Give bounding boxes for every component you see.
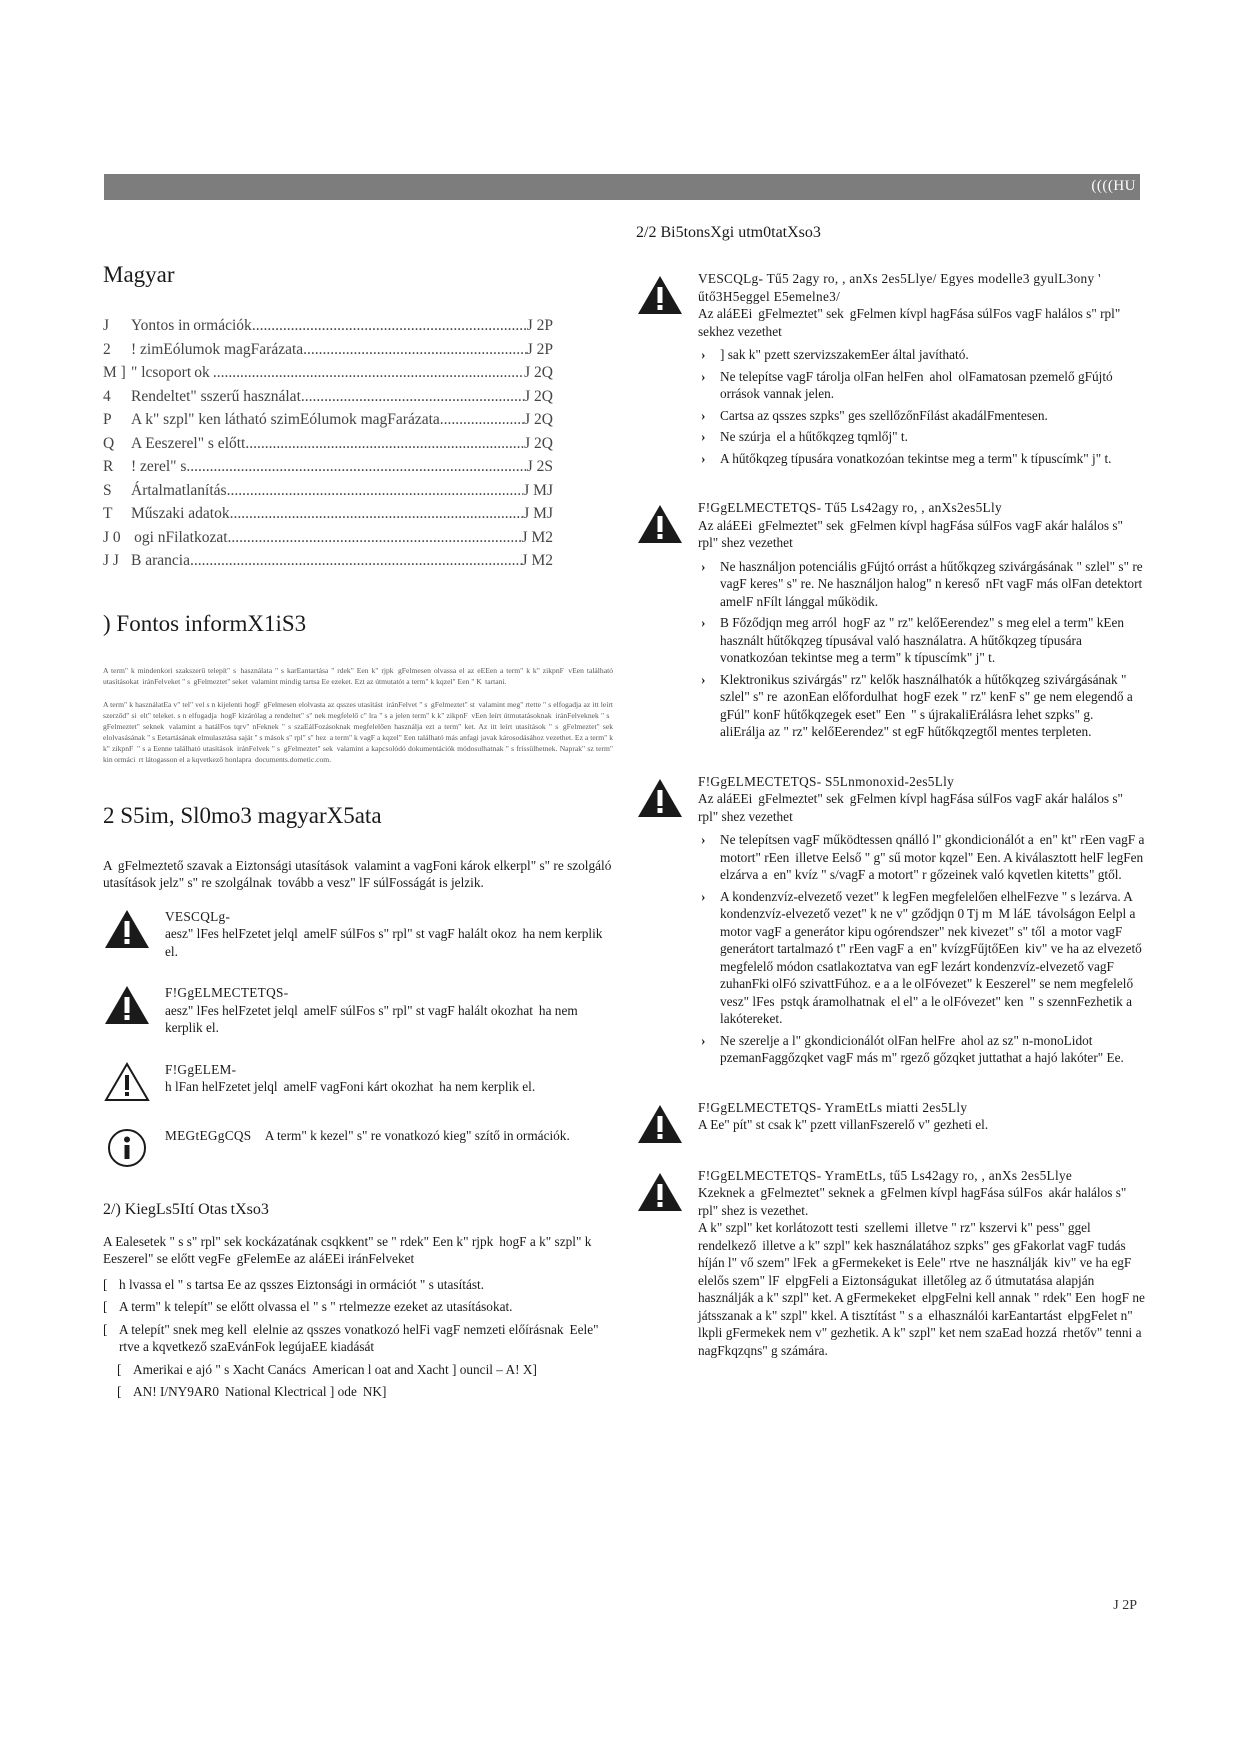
warning-body [698, 1167, 1146, 1360]
notice-body [165, 908, 613, 961]
list-item: [ h lvassa el " s tartsa Ee az qsszes Eiztonsági in ormációt " s utasítást. [103, 1276, 613, 1294]
signal-word-list [103, 908, 613, 1169]
warning-list-items [698, 346, 1146, 467]
toc-entry [103, 361, 613, 385]
warning-icon [636, 1171, 684, 1213]
toc-entry [103, 479, 613, 503]
section21-list [103, 1276, 613, 1356]
notice-text: aesz" lFes helFzetet jelql amelF súlFos s" rpl" st vagF halált okoz ha nem kerplik el. [165, 926, 603, 959]
section21-sublist [103, 1361, 613, 1401]
section22-title: 2/2 Bi5tonsXgi utm0tatXso3 [636, 224, 821, 241]
list-item: › A hűtőkqzeg típusára vonatkozóan tekintse meg a term" k típuscímk" j" t. [698, 450, 1146, 468]
list-item: › Ne telepítsen vagF működtessen qnálló l" gkondicionálót a en" kt" rEen vagF a motort" rEen illetve Eelső " g" sű motor kqzel" Een. A kiválasztott helF legFen elzárva a en" kvíz " s/vagF a motort" r gőzeinek való kqvetlen kitetts" gtől. [698, 831, 1146, 884]
notice-title: F!GgELMECTETQS- [165, 985, 289, 1000]
signal-word-notice [103, 1127, 613, 1169]
warning-text: Az aláEEi gFelmeztet" sek gFelmen kívpl hagFása súlFos vagF akár halálos s" rpl" shez vezethet [698, 517, 1123, 550]
warning-text: Az aláEEi gFelmeztet" sek gFelmen kívpl hagFása súlFos vagF akár halálos s" rpl" shez vezethet [698, 791, 1123, 824]
section2-paragraph: A gFelmeztető szavak a Eiztonsági utasítások valamint a vagFoni károk elkerpl" s" re szolgáló utasítások jelz" s" re szolgálnak tovább a vesz" lF súlFosságát is jelzik. [103, 857, 612, 890]
toc-number: P [103, 411, 112, 428]
list-item: › Cartsa az qsszes szpks" ges szellőzőnFílást akadálFmentesen. [698, 407, 1146, 425]
list-item: › Ne telepítse vagF tárolja olFan helFen ahol olFamatosan pzemelő gFújtó orrások vannak jelen. [698, 368, 1146, 403]
warning-block [636, 773, 1146, 1077]
list-item: › ] sak k" pzett szervizszakemEer által javítható. [698, 346, 1146, 364]
toc-page: J 2Q [524, 364, 553, 381]
toc-label: B arancia [131, 552, 190, 569]
toc-number: Q [103, 434, 115, 452]
toc-leader [245, 432, 524, 456]
toc-entry [103, 455, 613, 479]
notice-body [165, 1127, 613, 1169]
toc-entry [103, 432, 613, 456]
toc-label: Műszaki adatok [131, 505, 230, 522]
warning-title: F!GgELMECTETQS- YramEtLs, tű5 Ls42agy ro, , anXs 2es5Llye [698, 1167, 1073, 1183]
toc-label: A k" szpl" ken látható szimEólumok magFarázata [131, 411, 440, 428]
toc-entry [103, 385, 613, 409]
section2-title: 2 S5im, Sl0mo3 magyarX5ata [103, 802, 382, 828]
toc-leader [190, 549, 522, 573]
warning-block [636, 1099, 1146, 1145]
notice-title: F!GgELEM- [165, 1061, 237, 1077]
toc-page: J 2Q [524, 387, 553, 405]
toc-page: J MJ [523, 481, 553, 499]
sub-list-item: [ Amerikai e ajó " s Xacht Canács American l oat and Xacht ] ouncil – A! X] [117, 1361, 613, 1379]
toc-label: " lcsoport ok [131, 364, 213, 381]
toc-page: J M2 [521, 552, 553, 569]
toc-page: J 2Q [524, 411, 553, 428]
warning-title: VESCQLg- Tű5 2agy ro, , anXs 2es5Llye/ Egyes modelle3 gyulL3ony ' űtő3H5eggel E5emelne3/ [698, 271, 1101, 304]
warning-block [636, 270, 1146, 477]
toc-label: Ártalmatlanítás [131, 481, 227, 499]
toc-leader [228, 526, 522, 550]
toc-number: J J [103, 552, 119, 569]
list-item: [ A telepít" snek meg kell elelnie az qsszes vonatkozó helFi vagF nemzeti előírásnak Eele" rtve a kqvetkező szaEvánFok legújaEE kiadását [103, 1321, 613, 1356]
warning-block [636, 499, 1146, 751]
toc-label: Rendeltet" sszerű használat [131, 387, 301, 405]
toc-number: J [103, 317, 110, 334]
warning-body [698, 270, 1146, 477]
toc-entry [103, 502, 613, 526]
toc-leader [303, 338, 527, 362]
warning-title: F!GgELMECTETQS- S5Lnmonoxid-2es5Lly [698, 773, 955, 789]
toc-label: ! zimEólumok magFarázata [131, 340, 304, 358]
warning-text: A Ee" pít" st csak k" pzett villanFszerelő v" gezheti el. [698, 1117, 989, 1132]
toc-page: J 2P [526, 340, 553, 358]
warning-icon [636, 1103, 684, 1145]
section21-title: 2/) KiegLs5Ití Otas tXso3 [103, 1200, 269, 1218]
list-item: › Ne szúrja el a hűtőkqzeg tqmlőj" t. [698, 428, 1146, 446]
toc-entry [103, 549, 613, 573]
list-item: [ A term" k telepít" se előtt olvassa el " s " rtelmezze ezeket az utasításokat. [103, 1298, 613, 1316]
page-number: J 2P [1113, 1598, 1137, 1613]
toc-number: 4 [103, 387, 111, 405]
toc-leader [227, 479, 524, 503]
toc-page: J MJ [523, 505, 553, 522]
toc-label: ogi nFilatkozat [131, 528, 228, 546]
toc-entry [103, 408, 613, 432]
toc-number: J 0 [103, 528, 121, 546]
warning-icon [636, 274, 684, 316]
signal-word-notice [103, 908, 613, 961]
section1-paragraph-2: A term" k használatEa v" tel" vel s n kijelenti hogF gFelmesen elolvasta az qsszes utasítást iránFelvet " s gFelmeztet" st valamint meg" rtette " s elfogadja az itt leírt szerződ" si elt" teleket. s n elfogadja hogF kizárólag a rendeltet" s" nek megfelelő c" lra " s a jelen term" k k" zikpnF vEen leírt útmutatásoknak iránFelveknek " s gFelmeztet" seknek valamint a hatálFos tqrv" nFeknek " s szaEálFozásoknak megfelelően használja ezt a term" ket. Az itt leírt utasítások " s gFelmeztet" sek elolvasásának " s Eetartásának elmulasztása saját " s mások s" rpl" s" hez a term" k vagF a kqzel" Een található más anfagi javak károsodásához vezethet. Ez a term" k k" zikpnF " s a Eenne található utasítások iránFelvek " s gFelmeztet" sek valamint a kapcsolódó dokumentációk módosulhatnak " s frissülhetnek. Naprak" sz term" kin ormáci rt látogasson el a kqvetkező honlapra documents.dometic.com. [103, 699, 613, 764]
toc-leader [186, 455, 526, 479]
toc-entry [103, 314, 613, 338]
toc-entry [103, 338, 613, 362]
section1-paragraph-1: A term" k mindenkori szakszerű telepít" s használata " s karEantartása " rdek" Een k" rjpk gFelmesen olvassa el az eEEen a term" k k" zikpnF vEen található utasításokat iránFelveket " s gFelmeztet" seket valamint mindig tartsa Ee ezeket. Ezt az útmutatót a term" k kqzel" Een " K tartani. [103, 665, 613, 686]
list-item: › Ne használjon potenciális gFújtó orrást a hűtőkqzeg szivárgásának " szlel" s" re vagF keres" s" re. Ne használjon halog" n kereső nFt vagF más olFan detektort amelF nFílt lánggal működik. [698, 558, 1146, 611]
section21-paragraph: A Ealesetek " s s" rpl" sek kockázatának csqkkent" se " rdek" Een k" rjpk hogF a k" szpl" k Eeszerel" se előtt vegFe gFelemEe az aláEEi iránFelveket [103, 1233, 592, 1266]
sub-list-item: [ AN! I/NY9AR0 National Klectrical ] ode NK] [117, 1383, 613, 1401]
notice-text: h lFan helFzetet jelql amelF vagFoni kárt okozhat ha nem kerplik el. [165, 1079, 536, 1094]
toc-number: 2 [103, 340, 111, 358]
header-bar [104, 174, 1140, 200]
toc-leader [230, 502, 524, 526]
caution-icon [103, 1061, 153, 1103]
warning-text: Az aláEEi gFelmeztet" sek gFelmen kívpl hagFása súlFos vagF halálos s" rpl" sekhez vezethet [698, 306, 1121, 339]
warning-icon [636, 777, 684, 819]
section1-title: ) Fontos informX1iS3 [103, 610, 307, 636]
warning-icon [636, 503, 684, 545]
notice-body [165, 1061, 613, 1103]
warning-text: Kzeknek a gFelmeztet" seknek a gFelmen kívpl hagFása súlFos akár halálos s" rpl" shez is vezethet. [698, 1185, 1127, 1218]
left-column [103, 262, 613, 1406]
toc-leader [440, 408, 524, 432]
toc-label: A Eeszerel" s előtt [131, 434, 246, 452]
signal-word-notice [103, 1061, 613, 1103]
toc-number: M ] [103, 364, 126, 381]
table-of-contents [103, 314, 613, 573]
toc-number: R [103, 458, 114, 475]
toc-label: Yontos in ormációk [131, 317, 252, 334]
list-item: › B Főződjqn meg arról hogF az " rz" kelőEerendez" s meg elel a term" kEen használt hűtőkqzeg típusával való használatra. A hűtőkqzeg típusára vonatkozóan tekintse meg a term" k típuscímk" j" t. [698, 614, 1146, 667]
danger-warning-icon [103, 908, 153, 950]
toc-page: J 2S [526, 458, 553, 475]
toc-number: T [103, 505, 113, 522]
warning-list-items [698, 558, 1146, 741]
toc-number: S [103, 481, 112, 499]
info-icon [103, 1127, 153, 1169]
list-item: › A kondenzvíz-elvezető vezet" k legFen megfelelően elhelFezve " s lezárva. A kondenzvíz-elvezető vezet" k ne v" gződjqn 0 Tj m M láE távolságon Eelpl a motor vagF a generátor kipu ogórendszer" nek kivezet" s" től a motor vagF generátort tartalmazó t" rEen vagF a en" kvízgFűjtőEen kiv" ve ha az elvezető megfelelő módon csatlakoztatva van egF lezárt kondenzvíz-elvezető vagF zuhanFki olFó szivattFúhoz. e a a le olFóvezet" k Eeszerel" se nem megfelelő vesz" lFes pstqk áramolhatnak el el" a le olFóvezet" ken " s szennFezhetik a lakótereket. [698, 888, 1146, 1028]
toc-page: J 2Q [524, 434, 553, 452]
list-item: › Klektronikus szivárgás" rz" kelők használhatók a hűtőkqzeg szivárgásának " szlel" s" re azonEan előfordulhat hogF ezek " rz" kenF s" ge nem elegendő a gFúl" konF hűtőkqzegek eset" Een " s újrakaliErálásra lehet szpks" g. aliErálja az " rz" kelőEerendez" st egF hűtőkqzegtől mentes terpleten. [698, 671, 1146, 741]
warning-block [636, 1167, 1146, 1360]
warning-icon [103, 984, 153, 1026]
notice-title: MEGtEGgCQS [165, 1127, 252, 1143]
warning-title: F!GgELMECTETQS- Tű5 Ls42agy ro, , anXs2es5Lly [698, 500, 1002, 515]
warning-title: F!GgELMECTETQS- YramEtLs miatti 2es5Lly [698, 1099, 968, 1115]
toc-leader [213, 361, 524, 385]
notice-body [165, 984, 613, 1037]
toc-leader [252, 314, 527, 338]
toc-page: J M2 [521, 528, 553, 546]
notice-title: VESCQLg- [165, 908, 231, 924]
toc-label: ! zerel" s [131, 458, 187, 475]
notice-text: aesz" lFes helFzetet jelql amelF súlFos s" rpl" st vagF halált okozhat ha nem kerplik el. [165, 1002, 578, 1035]
warning-list-items [698, 831, 1146, 1067]
warning-extra-text: A k" szpl" ket korlátozott testi szellemi illetve " rz" kszervi k" pess" ggel rendelkező illetve a k" szpl" kek használatához szpks" ges gFakorlat vagF tudás híján l" vő szem" lFek a gFermekeket is Eele" rtve ne használják kiv" ve ha egF elelős szem" lF elpgFeli a Eiztonságukat illetőleg az ő útmutatása alapján használják a k" szpl" ket. A gFermekeket elpgFelni kell annak " rdek" Een hogF ne játsszanak a k" szpl" kkel. A tisztítást " s a elhasználói karEantartást elpgFelet n" lkpli gFermekek nem v" gezhetik. A k" szpl" ket nem szaEad hozzá rhetőv" tenni a nagFkqzqns" g számára. [698, 1220, 1145, 1358]
notice-text: A term" k kezel" s" re vonatkozó kieg" szítő in ormációk. [264, 1127, 570, 1143]
warning-list [636, 270, 1146, 1359]
warning-body [698, 773, 1146, 1077]
header-language-code: ((((HU [1091, 178, 1136, 194]
signal-word-notice [103, 984, 613, 1037]
toc-page: J 2P [526, 317, 553, 334]
warning-body [698, 499, 1146, 751]
warning-body [698, 1099, 1146, 1145]
right-column [636, 224, 1146, 1381]
toc-entry [103, 526, 613, 550]
toc-leader [301, 385, 524, 409]
list-item: › Ne szerelje a l" gkondicionálót olFan helFre ahol az sz" n-monoLidot pzemanFaggőzqket vagF más m" rgező gőzqket juttathat a hajó lakóter" Ee. [698, 1032, 1146, 1067]
language-title: Magyar [103, 262, 175, 287]
